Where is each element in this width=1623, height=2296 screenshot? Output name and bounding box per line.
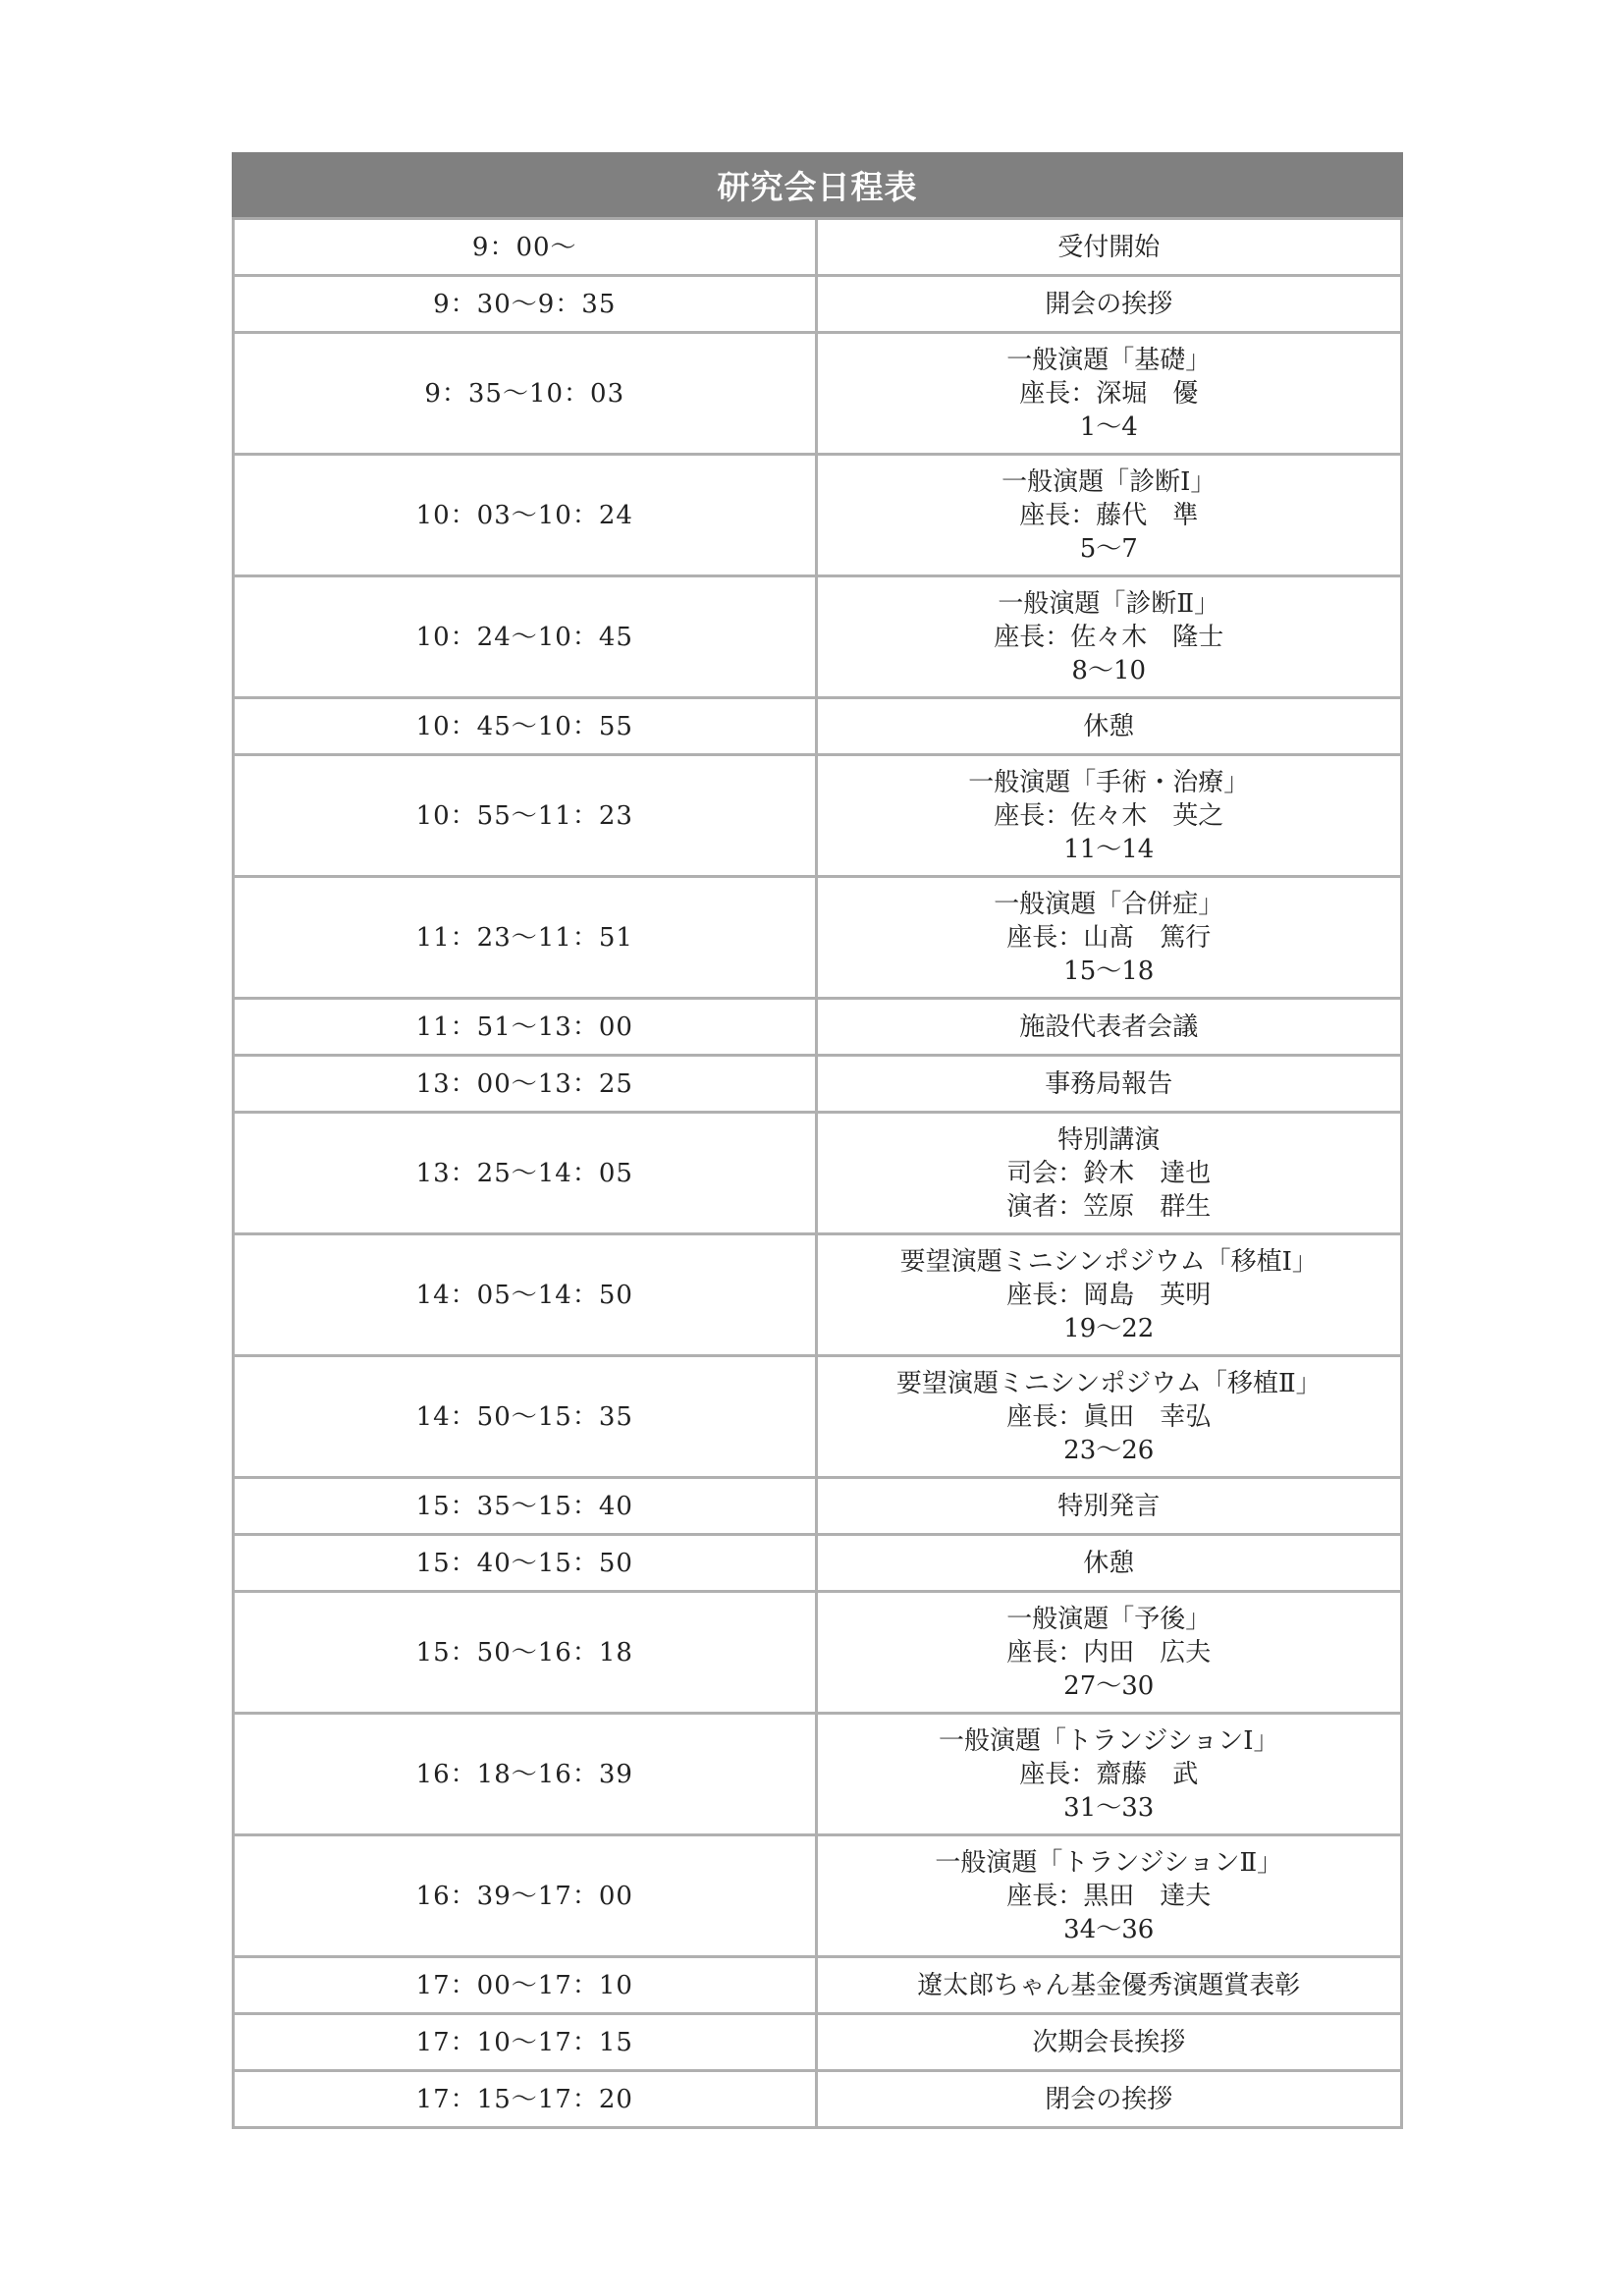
program-line: 座長：山髙 篤行	[1006, 922, 1212, 953]
time-cell: 9：30～9：35	[232, 277, 818, 334]
time-cell: 13：00～13：25	[232, 1057, 818, 1114]
time-cell: 15：35～15：40	[232, 1479, 818, 1536]
program-line: 特別講演	[1057, 1124, 1161, 1155]
table-row	[232, 1057, 1403, 1114]
program-cell	[818, 699, 1404, 756]
program-line: 遼太郎ちゃん基金優秀演題賞表彰	[917, 1970, 1301, 2000]
program-cell	[818, 1836, 1404, 1958]
table-row	[232, 1479, 1403, 1536]
program-line: 一般演題「トランジションⅠ」	[939, 1725, 1279, 1756]
time-cell: 10：55～11：23	[232, 756, 818, 878]
program-line: 一般演題「トランジションⅡ」	[935, 1847, 1283, 1878]
program-line: 15～18	[1063, 956, 1155, 986]
time-cell: 11：23～11：51	[232, 878, 818, 1000]
time-cell: 17：00～17：10	[232, 1958, 818, 2015]
program-cell	[818, 2072, 1404, 2129]
time-cell: 9：00～	[232, 220, 818, 277]
time-cell: 15：40～15：50	[232, 1536, 818, 1593]
program-cell	[818, 756, 1404, 878]
program-line: 一般演題「診断Ⅰ」	[1001, 466, 1217, 497]
table-row	[232, 1536, 1403, 1593]
table-row	[232, 1715, 1403, 1836]
program-cell	[818, 1000, 1404, 1057]
program-line: 一般演題「予後」	[1006, 1604, 1212, 1634]
program-line: 要望演題ミニシンポジウム「移植Ⅰ」	[899, 1246, 1318, 1277]
program-line: 一般演題「手術・治療」	[968, 767, 1250, 797]
program-line: 受付開始	[1057, 232, 1161, 262]
program-cell	[818, 1114, 1404, 1235]
time-cell: 16：18～16：39	[232, 1715, 818, 1836]
program-line: 次期会長挨拶	[1032, 2027, 1186, 2057]
program-line: 座長：内田 広夫	[1006, 1637, 1212, 1667]
program-cell	[818, 1715, 1404, 1836]
program-cell	[818, 1479, 1404, 1536]
program-line: 座長：藤代 準	[1019, 500, 1199, 530]
program-cell	[818, 2015, 1404, 2072]
table-row	[232, 699, 1403, 756]
time-cell: 10：45～10：55	[232, 699, 818, 756]
table-row	[232, 577, 1403, 699]
program-line: 座長：佐々木 英之	[994, 800, 1224, 831]
program-cell	[818, 577, 1404, 699]
program-line: 事務局報告	[1045, 1068, 1173, 1099]
program-cell	[818, 1057, 1404, 1114]
program-line: 施設代表者会議	[1019, 1011, 1199, 1042]
table-row	[232, 277, 1403, 334]
table-row	[232, 1357, 1403, 1479]
program-line: 特別発言	[1057, 1491, 1161, 1521]
table-row	[232, 1000, 1403, 1057]
table-row	[232, 1593, 1403, 1715]
table-row	[232, 1114, 1403, 1235]
table-title: 研究会日程表	[232, 152, 1403, 220]
program-line: 座長：黒田 達夫	[1006, 1881, 1212, 1911]
program-line: 19～22	[1063, 1313, 1155, 1343]
program-line: 休憩	[1083, 1548, 1135, 1578]
time-cell: 17：10～17：15	[232, 2015, 818, 2072]
time-cell: 13：25～14：05	[232, 1114, 818, 1235]
program-line: 座長：眞田 幸弘	[1006, 1401, 1212, 1432]
table-row	[232, 456, 1403, 577]
program-line: 一般演題「合併症」	[994, 889, 1224, 919]
program-line: 31～33	[1063, 1792, 1155, 1823]
program-line: 23～26	[1063, 1435, 1155, 1465]
table-row	[232, 1958, 1403, 2015]
time-cell: 14：50～15：35	[232, 1357, 818, 1479]
time-cell: 11：51～13：00	[232, 1000, 818, 1057]
time-cell: 16：39～17：00	[232, 1836, 818, 1958]
table-row	[232, 1836, 1403, 1958]
program-line: 座長：佐々木 隆士	[994, 622, 1224, 652]
program-line: 一般演題「基礎」	[1006, 345, 1212, 375]
program-line: 司会：鈴木 達也	[1006, 1158, 1212, 1188]
program-line: 一般演題「診断Ⅱ」	[998, 588, 1220, 619]
program-cell	[818, 1958, 1404, 2015]
time-cell: 14：05～14：50	[232, 1235, 818, 1357]
table-row	[232, 2015, 1403, 2072]
program-line: 座長：深堀 優	[1019, 378, 1199, 409]
program-line: 1～4	[1079, 411, 1138, 442]
time-cell: 10：03～10：24	[232, 456, 818, 577]
program-line: 開会の挨拶	[1045, 289, 1173, 319]
program-line: 5～7	[1079, 533, 1138, 564]
time-cell: 9：35～10：03	[232, 334, 818, 456]
program-cell	[818, 1357, 1404, 1479]
program-cell	[818, 220, 1404, 277]
time-cell: 15：50～16：18	[232, 1593, 818, 1715]
program-line: 11～14	[1063, 834, 1155, 864]
schedule-body	[232, 220, 1403, 2129]
program-cell	[818, 1536, 1404, 1593]
table-row	[232, 1235, 1403, 1357]
program-line: 演者：笠原 群生	[1006, 1191, 1212, 1222]
table-row	[232, 220, 1403, 277]
table-row	[232, 2072, 1403, 2129]
program-line: 座長：齋藤 武	[1019, 1759, 1199, 1789]
program-cell	[818, 277, 1404, 334]
table-row	[232, 756, 1403, 878]
table-row	[232, 334, 1403, 456]
program-line: 27～30	[1063, 1670, 1155, 1701]
program-line: 座長：岡島 英明	[1006, 1280, 1212, 1310]
program-cell	[818, 1593, 1404, 1715]
time-cell: 10：24～10：45	[232, 577, 818, 699]
program-cell	[818, 334, 1404, 456]
program-line: 8～10	[1071, 655, 1147, 685]
program-cell	[818, 456, 1404, 577]
program-cell	[818, 1235, 1404, 1357]
program-line: 休憩	[1083, 711, 1135, 741]
program-cell	[818, 878, 1404, 1000]
program-line: 要望演題ミニシンポジウム「移植Ⅱ」	[895, 1368, 1322, 1398]
schedule-table	[232, 152, 1403, 2129]
program-line: 34～36	[1063, 1914, 1155, 1944]
program-line: 閉会の挨拶	[1045, 2084, 1173, 2114]
time-cell: 17：15～17：20	[232, 2072, 818, 2129]
table-row	[232, 878, 1403, 1000]
